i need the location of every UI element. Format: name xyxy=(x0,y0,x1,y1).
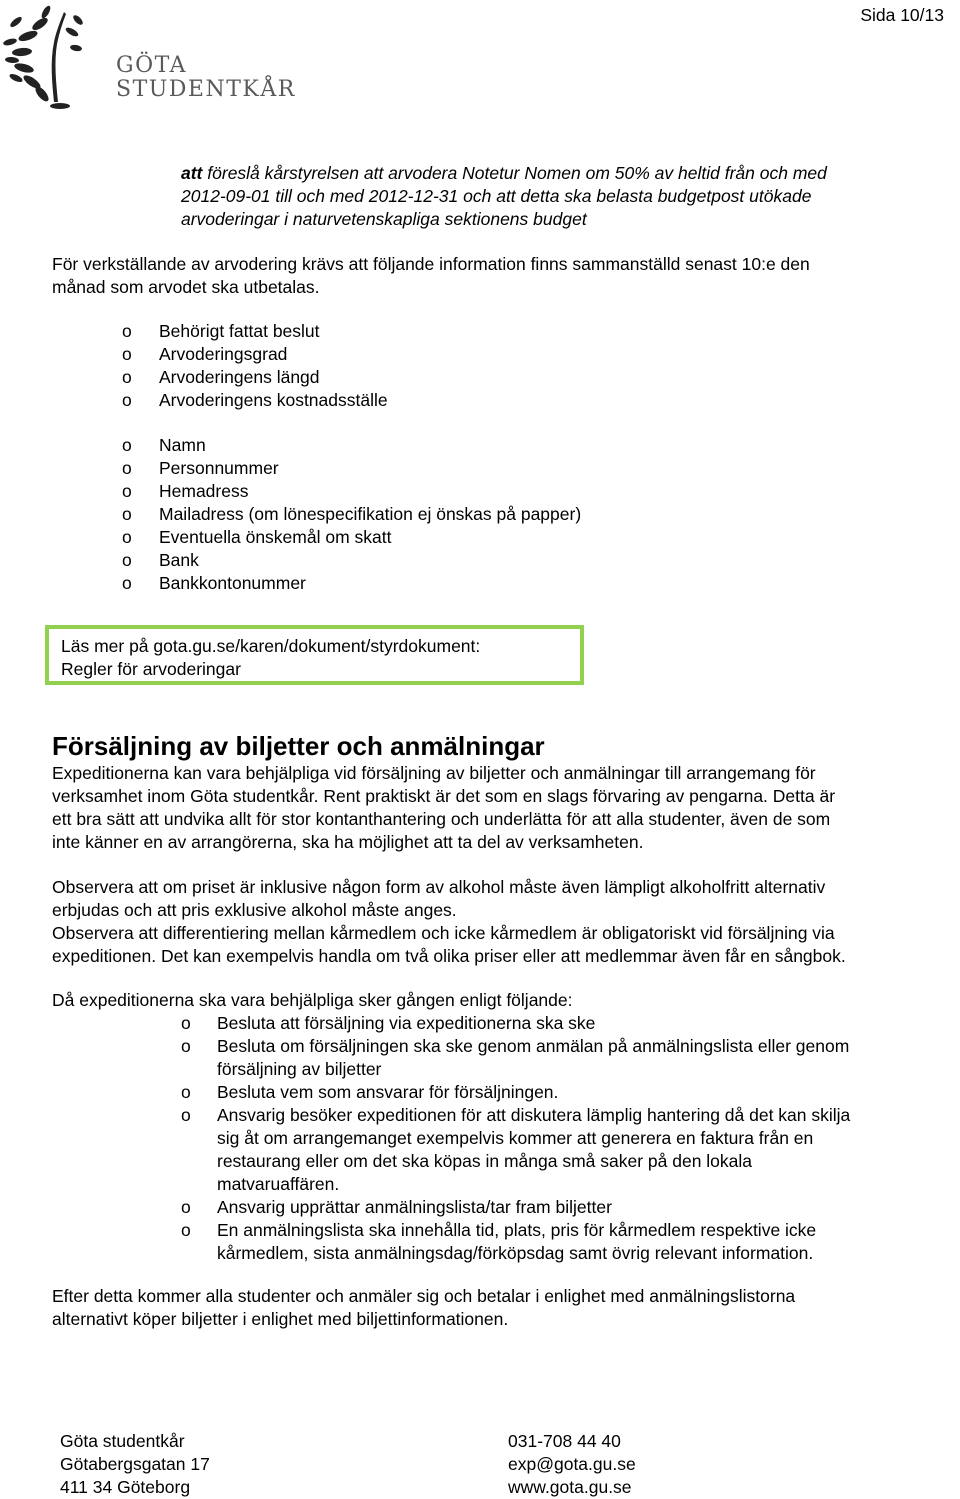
list-item xyxy=(122,549,822,572)
leaf-emblem-icon xyxy=(2,2,112,112)
bullet-marker: o xyxy=(122,367,132,387)
bullet-marker: o xyxy=(181,1105,191,1125)
motion-text xyxy=(181,162,827,231)
list-item xyxy=(181,1035,941,1081)
required-info-list-a xyxy=(122,320,822,412)
list-item-label: Ansvarig besöker expeditionen för att diskutera lämplig hantering då det kan skilja sig åt om arrangemanget exempelvis kommer att generera en faktura från en restaurang eller om det ska köpas in många små saker på den lokala matvaruaffären. xyxy=(217,1105,851,1194)
bullet-marker: o xyxy=(181,1082,191,1102)
list-item-label: Besluta om försäljningen ska ske genom anmälan på anmälningslista eller genom försäljning av biljetter xyxy=(217,1036,850,1079)
bullet-marker: o xyxy=(122,481,132,501)
intro-paragraph xyxy=(52,253,810,299)
footer-address xyxy=(60,1430,210,1499)
list-item-label: Bankkontonummer xyxy=(159,573,306,593)
read-more-doc-title: Regler för arvoderingar xyxy=(61,659,241,679)
list-item-label: Hemadress xyxy=(159,481,249,501)
motion-att: att xyxy=(181,163,203,183)
footer-street: Götabergsgatan 17 xyxy=(60,1454,210,1474)
motion-line xyxy=(181,162,827,185)
list-item xyxy=(181,1104,941,1196)
list-item xyxy=(181,1081,941,1104)
bullet-marker: o xyxy=(122,390,132,410)
paragraph-line: Expeditionerna kan vara behjälpliga vid försäljning av biljetter och anmälningar till arrangemang för xyxy=(52,763,816,783)
list-item xyxy=(122,503,822,526)
list-item xyxy=(122,572,822,595)
paragraph-line: ett bra sätt att undvika allt för stor kontanthantering och underlätta för att alla studenter, även de som xyxy=(52,809,831,829)
bullet-marker: o xyxy=(122,344,132,364)
footer-email[interactable]: exp@gota.gu.se xyxy=(508,1454,636,1474)
paragraph-line: inte känner en av arrangörerna, ska ha möjlighet att ta del av verksamheten. xyxy=(52,832,644,852)
list-item-label: Behörigt fattat beslut xyxy=(159,321,320,341)
list-item-label: Personnummer xyxy=(159,458,279,478)
paragraph-line: erbjudas och att pris exklusive alkohol måste anges. xyxy=(52,900,457,920)
paragraph-line: expeditionen. Det kan exempelvis handla om två olika priser eller att medlemmar även får en sångbok. xyxy=(52,946,846,966)
list-item-label: Ansvarig upprättar anmälningslista/tar fram biljetter xyxy=(217,1197,612,1217)
list-item-label: Arvoderingens längd xyxy=(159,367,320,387)
paragraph-line: Efter detta kommer alla studenter och anmäler sig och betalar i enlighet med anmälningslistorna xyxy=(52,1286,796,1306)
list-item-label: Arvoderingsgrad xyxy=(159,344,288,364)
list-item-label: Besluta vem som ansvarar för försäljningen. xyxy=(217,1082,559,1102)
bullet-marker: o xyxy=(122,527,132,547)
list-item-label: Eventuella önskemål om skatt xyxy=(159,527,392,547)
section-paragraph-2 xyxy=(52,876,846,968)
page-number: Sida 10/13 xyxy=(860,5,944,25)
bullet-marker: o xyxy=(122,550,132,570)
list-item xyxy=(181,1012,941,1035)
section-paragraph-3-intro: Då expeditionerna ska vara behjälpliga sker gången enligt följande: xyxy=(52,990,573,1010)
footer-phone: 031-708 44 40 xyxy=(508,1431,621,1451)
list-item xyxy=(122,480,822,503)
footer-web[interactable]: www.gota.gu.se xyxy=(508,1477,632,1497)
paragraph-line: verksamhet inom Göta studentkår. Rent praktiskt är det som en slags förvaring av pengarna. Detta är xyxy=(52,786,836,806)
logo-wordmark xyxy=(116,54,296,102)
footer-contact xyxy=(508,1430,636,1499)
list-item-label: Besluta att försäljning via expeditionerna ska ske xyxy=(217,1013,596,1033)
footer-org: Göta studentkår xyxy=(60,1431,185,1451)
section-paragraph-1 xyxy=(52,762,835,854)
logo-line-1: GÖTA xyxy=(116,53,187,78)
bullet-marker: o xyxy=(122,435,132,455)
list-item xyxy=(181,1196,941,1219)
bullet-marker: o xyxy=(122,504,132,524)
intro-line: månad som arvodet ska utbetalas. xyxy=(52,277,320,297)
list-item-label: Mailadress (om lönespecifikation ej önskas på papper) xyxy=(159,504,582,524)
list-item xyxy=(122,366,822,389)
section-paragraph-4 xyxy=(52,1285,795,1331)
bullet-marker: o xyxy=(122,458,132,478)
list-item xyxy=(122,389,822,412)
list-item-label: En anmälningslista ska innehålla tid, plats, pris för kårmedlem respektive icke kårmedlem, sista anmälningsdag/förköpsdag samt övrig relevant information. xyxy=(217,1220,817,1263)
logo-line-2: STUDENTKÅR xyxy=(116,77,296,102)
bullet-marker: o xyxy=(181,1220,191,1240)
list-item xyxy=(122,343,822,366)
section-heading: Försäljning av biljetter och anmälningar xyxy=(52,731,545,761)
motion-line: arvoderingar i naturvetenskapliga sektionens budget xyxy=(181,209,587,229)
motion-line-1-rest: föreslå kårstyrelsen att arvodera Notetur Nomen om 50% av heltid från och med xyxy=(207,163,827,183)
bullet-marker: o xyxy=(122,573,132,593)
read-more-link[interactable]: Läs mer på gota.gu.se/karen/dokument/styrdokument: xyxy=(61,636,481,656)
footer-city: 411 34 Göteborg xyxy=(60,1477,191,1497)
list-item-label: Namn xyxy=(159,435,206,455)
gota-studentkar-logo xyxy=(2,2,302,112)
bullet-marker: o xyxy=(122,321,132,341)
bullet-marker: o xyxy=(181,1036,191,1056)
list-item-label: Arvoderingens kostnadsställe xyxy=(159,390,388,410)
paragraph-line: alternativt köper biljetter i enlighet med biljettinformationen. xyxy=(52,1309,509,1329)
bullet-marker: o xyxy=(181,1197,191,1217)
motion-line: 2012-09-01 till och med 2012-12-31 och att detta ska belasta budgetpost utökade xyxy=(181,186,812,206)
list-item xyxy=(122,457,822,480)
process-steps-list xyxy=(181,1012,941,1265)
bullet-marker: o xyxy=(181,1013,191,1033)
list-item xyxy=(181,1219,941,1265)
paragraph-line: Observera att om priset är inklusive någon form av alkohol måste även lämpligt alkoholfritt alternativ xyxy=(52,877,826,897)
required-info-list-b xyxy=(122,434,822,595)
paragraph-line: Observera att differentiering mellan kårmedlem och icke kårmedlem är obligatoriskt vid försäljning via xyxy=(52,923,835,943)
read-more-box xyxy=(45,625,584,685)
list-item xyxy=(122,434,822,457)
list-item xyxy=(122,526,822,549)
intro-line: För verkställande av arvodering krävs att följande information finns sammanställd senast 10:e den xyxy=(52,254,810,274)
list-item-label: Bank xyxy=(159,550,199,570)
list-item xyxy=(122,320,822,343)
